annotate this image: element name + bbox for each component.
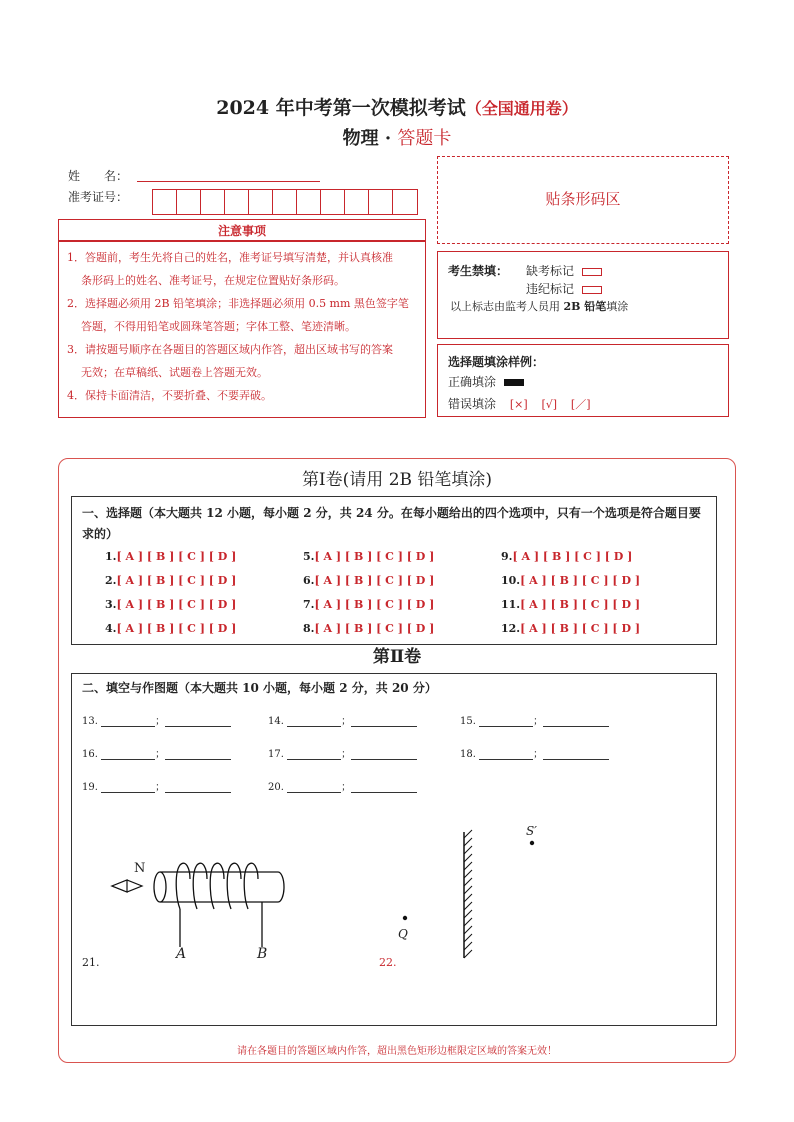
exam-title — [0, 93, 794, 120]
separator: ； — [155, 782, 166, 793]
choice-options[interactable]: [ A ] [ B ] [ C ] [ D ] — [314, 574, 435, 587]
id-digit-box[interactable] — [393, 190, 417, 214]
question-number: 6. — [303, 574, 315, 587]
separator: ； — [341, 782, 352, 793]
fill-blank[interactable] — [543, 749, 609, 760]
barcode-label: 贴条形码区 — [545, 190, 621, 208]
question-number: 14. — [268, 716, 284, 727]
id-label: 准考证号： — [68, 190, 129, 204]
compass-needle-half-icon — [112, 880, 127, 892]
question-number: 19. — [82, 782, 98, 793]
fill-question-14 — [268, 712, 417, 727]
point-s-prime — [530, 841, 534, 845]
separator: ； — [155, 749, 166, 760]
fill-question-17 — [268, 745, 417, 760]
question-number: 8. — [303, 622, 315, 635]
title-dot: · — [384, 128, 392, 149]
notice-line: 1．答题前，考生先将自己的姓名，准考证号填写清楚，并认真核准 — [67, 251, 393, 264]
question-number: 9. — [501, 550, 513, 563]
card-title — [0, 124, 794, 150]
name-field[interactable] — [137, 180, 320, 182]
fill-blank[interactable] — [165, 716, 231, 727]
question-number: 11. — [501, 598, 521, 611]
separator: ； — [341, 716, 352, 727]
sample-box — [437, 344, 729, 417]
part2-title: 第Ⅱ卷 — [372, 647, 422, 667]
violation-mark-row — [526, 280, 602, 297]
fill-section-head: 二、填空与作图题（本大题共 10 小题，每小题 2 分，共 20 分） — [82, 681, 437, 695]
wrong-mark-check: [√] — [541, 398, 558, 411]
part1-title: 第Ⅰ卷(请用 2B 铅笔填涂) — [301, 470, 493, 490]
notice-line: 无效；在草稿纸、试题卷上答题无效。 — [81, 366, 268, 379]
fill-question-19 — [82, 778, 231, 793]
notice-title: 注意事项 — [58, 219, 426, 241]
choice-question-9 — [501, 550, 632, 563]
q22-number: 22. — [379, 956, 397, 969]
question-number: 12. — [501, 622, 521, 635]
id-digit-box[interactable] — [321, 190, 345, 214]
wrong-row — [448, 395, 591, 412]
fill-blank[interactable] — [165, 782, 231, 793]
separator: ； — [533, 749, 544, 760]
fill-question-18 — [460, 745, 609, 760]
forbid-note-pre: 以上标志由监考人员用 — [450, 300, 564, 313]
choice-section — [71, 496, 717, 645]
id-digit-box[interactable] — [225, 190, 249, 214]
solenoid-core-end — [154, 872, 166, 902]
question-number: 13. — [82, 716, 98, 727]
wrong-mark-slash: [／] — [570, 398, 591, 411]
choice-options[interactable]: [ A ] [ B ] [ C ] [ D ] — [512, 550, 633, 563]
fill-blank[interactable] — [543, 716, 609, 727]
choice-question-10 — [501, 574, 640, 587]
label-q: Q — [398, 927, 408, 941]
id-digit-box[interactable] — [249, 190, 273, 214]
choice-options[interactable]: [ A ] [ B ] [ C ] [ D ] — [116, 622, 237, 635]
question-number: 18. — [460, 749, 476, 760]
mirror-hatching — [464, 830, 472, 958]
correct-row — [448, 373, 524, 390]
violation-mark-box[interactable] — [582, 286, 602, 294]
choice-question-5 — [303, 550, 434, 563]
fill-section — [71, 673, 717, 1026]
notice-line: 答题，不得用铅笔或圆珠笔答题；字体工整、笔迹清晰。 — [81, 320, 356, 333]
fill-blank[interactable] — [101, 749, 155, 760]
choice-options[interactable]: [ A ] [ B ] [ C ] [ D ] — [116, 574, 237, 587]
choice-question-12 — [501, 622, 640, 635]
question-number: 16. — [82, 749, 98, 760]
question-number: 20. — [268, 782, 284, 793]
solenoid-diagram — [110, 829, 290, 959]
question-number: 15. — [460, 716, 476, 727]
forbid-note — [450, 298, 628, 314]
fill-blank[interactable] — [165, 749, 231, 760]
fill-question-13 — [82, 712, 231, 727]
notice-line: 3．请按题号顺序在各题目的答题区域内作答，超出区域书写的答案 — [67, 343, 393, 356]
separator: ； — [533, 716, 544, 727]
correct-fill-sample — [504, 379, 524, 386]
question-number: 5. — [303, 550, 315, 563]
fill-question-20 — [268, 778, 417, 793]
wrong-mark-cross: [×] — [509, 398, 528, 411]
id-digit-box[interactable] — [177, 190, 201, 214]
choice-question-7 — [303, 598, 434, 611]
wrong-label: 错误填涂 — [448, 397, 497, 411]
fill-blank[interactable] — [287, 749, 341, 760]
fill-blank[interactable] — [287, 782, 341, 793]
notice-body — [58, 241, 426, 418]
point-q — [403, 916, 407, 920]
id-digit-box[interactable] — [153, 190, 177, 214]
fill-question-16 — [82, 745, 231, 760]
choice-options[interactable]: [ A ] [ B ] [ C ] [ D ] — [314, 622, 435, 635]
id-digit-box[interactable] — [369, 190, 393, 214]
separator: ； — [341, 749, 352, 760]
correct-label: 正确填涂 — [448, 375, 497, 389]
footer-warning: 请在各题目的答题区域内作答，超出黑色矩形边框限定区域的答案无效！ — [237, 1046, 557, 1057]
label-n: N — [134, 861, 146, 876]
forbid-label: 考生禁填： — [448, 264, 509, 278]
choice-options[interactable]: [ A ] [ B ] [ C ] [ D ] — [520, 598, 641, 611]
subject-name: 物理 — [342, 128, 379, 149]
choice-options[interactable]: [ A ] [ B ] [ C ] [ D ] — [116, 598, 237, 611]
question-number: 17. — [268, 749, 284, 760]
question-number: 4. — [105, 622, 117, 635]
separator: ； — [155, 716, 166, 727]
q21-number: 21. — [82, 956, 100, 969]
label-s-prime: S′ — [526, 824, 537, 838]
notice-line: 2．选择题必须用 2B 铅笔填涂；非选择题必须用 0.5 mm 黑色签字笔 — [67, 297, 409, 310]
fill-blank[interactable] — [351, 749, 417, 760]
question-number: 2. — [105, 574, 117, 587]
card-name: 答题卡 — [397, 128, 452, 149]
choice-section-head: 一、选择题（本大题共 12 小题，每小题 2 分，共 24 分。在每小题给出的四个选项中，只有一个选项是符合题目要求的） — [82, 506, 701, 541]
choice-question-1 — [105, 550, 236, 563]
exam-title-paren: （全国通用卷） — [465, 99, 578, 118]
choice-options[interactable]: [ A ] [ B ] [ C ] [ D ] — [520, 574, 641, 587]
id-digit-box[interactable] — [273, 190, 297, 214]
id-number-boxes[interactable] — [152, 189, 418, 215]
choice-question-4 — [105, 622, 236, 635]
choice-options[interactable]: [ A ] [ B ] [ C ] [ D ] — [520, 622, 641, 635]
violation-label: 违纪标记 — [526, 282, 575, 296]
fill-blank[interactable] — [479, 716, 533, 727]
id-digit-box[interactable] — [297, 190, 321, 214]
fill-blank[interactable] — [351, 782, 417, 793]
fill-blank[interactable] — [287, 716, 341, 727]
sample-title: 选择题填涂样例： — [448, 355, 545, 369]
barcode-area — [437, 156, 729, 244]
question-number: 10. — [501, 574, 521, 587]
notice-line: 4．保持卡面清洁，不要折叠、不要弄破。 — [67, 389, 272, 402]
choice-question-8 — [303, 622, 434, 635]
name-label: 姓 名： — [68, 169, 129, 183]
absent-mark-row — [526, 262, 602, 279]
absent-label: 缺考标记 — [526, 264, 575, 278]
question-number: 1. — [105, 550, 117, 563]
notice-line: 条形码上的姓名、准考证号，在规定位置贴好条形码。 — [81, 274, 345, 287]
choice-question-11 — [501, 598, 640, 611]
forbid-note-post: 填涂 — [606, 300, 629, 313]
exam-title-main: 2024 年中考第一次模拟考试 — [216, 97, 466, 119]
choice-question-2 — [105, 574, 236, 587]
forbid-box — [437, 251, 729, 339]
absent-mark-box[interactable] — [582, 268, 602, 276]
choice-options[interactable]: [ A ] [ B ] [ C ] [ D ] — [314, 598, 435, 611]
choice-question-3 — [105, 598, 236, 611]
mirror-diagram — [392, 824, 552, 964]
fill-blank[interactable] — [351, 716, 417, 727]
fill-question-15 — [460, 712, 609, 727]
id-digit-box[interactable] — [201, 190, 225, 214]
question-number: 3. — [105, 598, 117, 611]
choice-options[interactable]: [ A ] [ B ] [ C ] [ D ] — [314, 550, 435, 563]
choice-options[interactable]: [ A ] [ B ] [ C ] [ D ] — [116, 550, 237, 563]
choice-question-6 — [303, 574, 434, 587]
fill-blank[interactable] — [101, 716, 155, 727]
forbid-note-bold: 2B 铅笔 — [563, 300, 607, 313]
id-digit-box[interactable] — [345, 190, 369, 214]
question-number: 7. — [303, 598, 315, 611]
fill-blank[interactable] — [101, 782, 155, 793]
label-a: A — [176, 946, 187, 962]
label-b: B — [257, 946, 268, 962]
solenoid-core — [160, 872, 284, 902]
fill-blank[interactable] — [479, 749, 533, 760]
